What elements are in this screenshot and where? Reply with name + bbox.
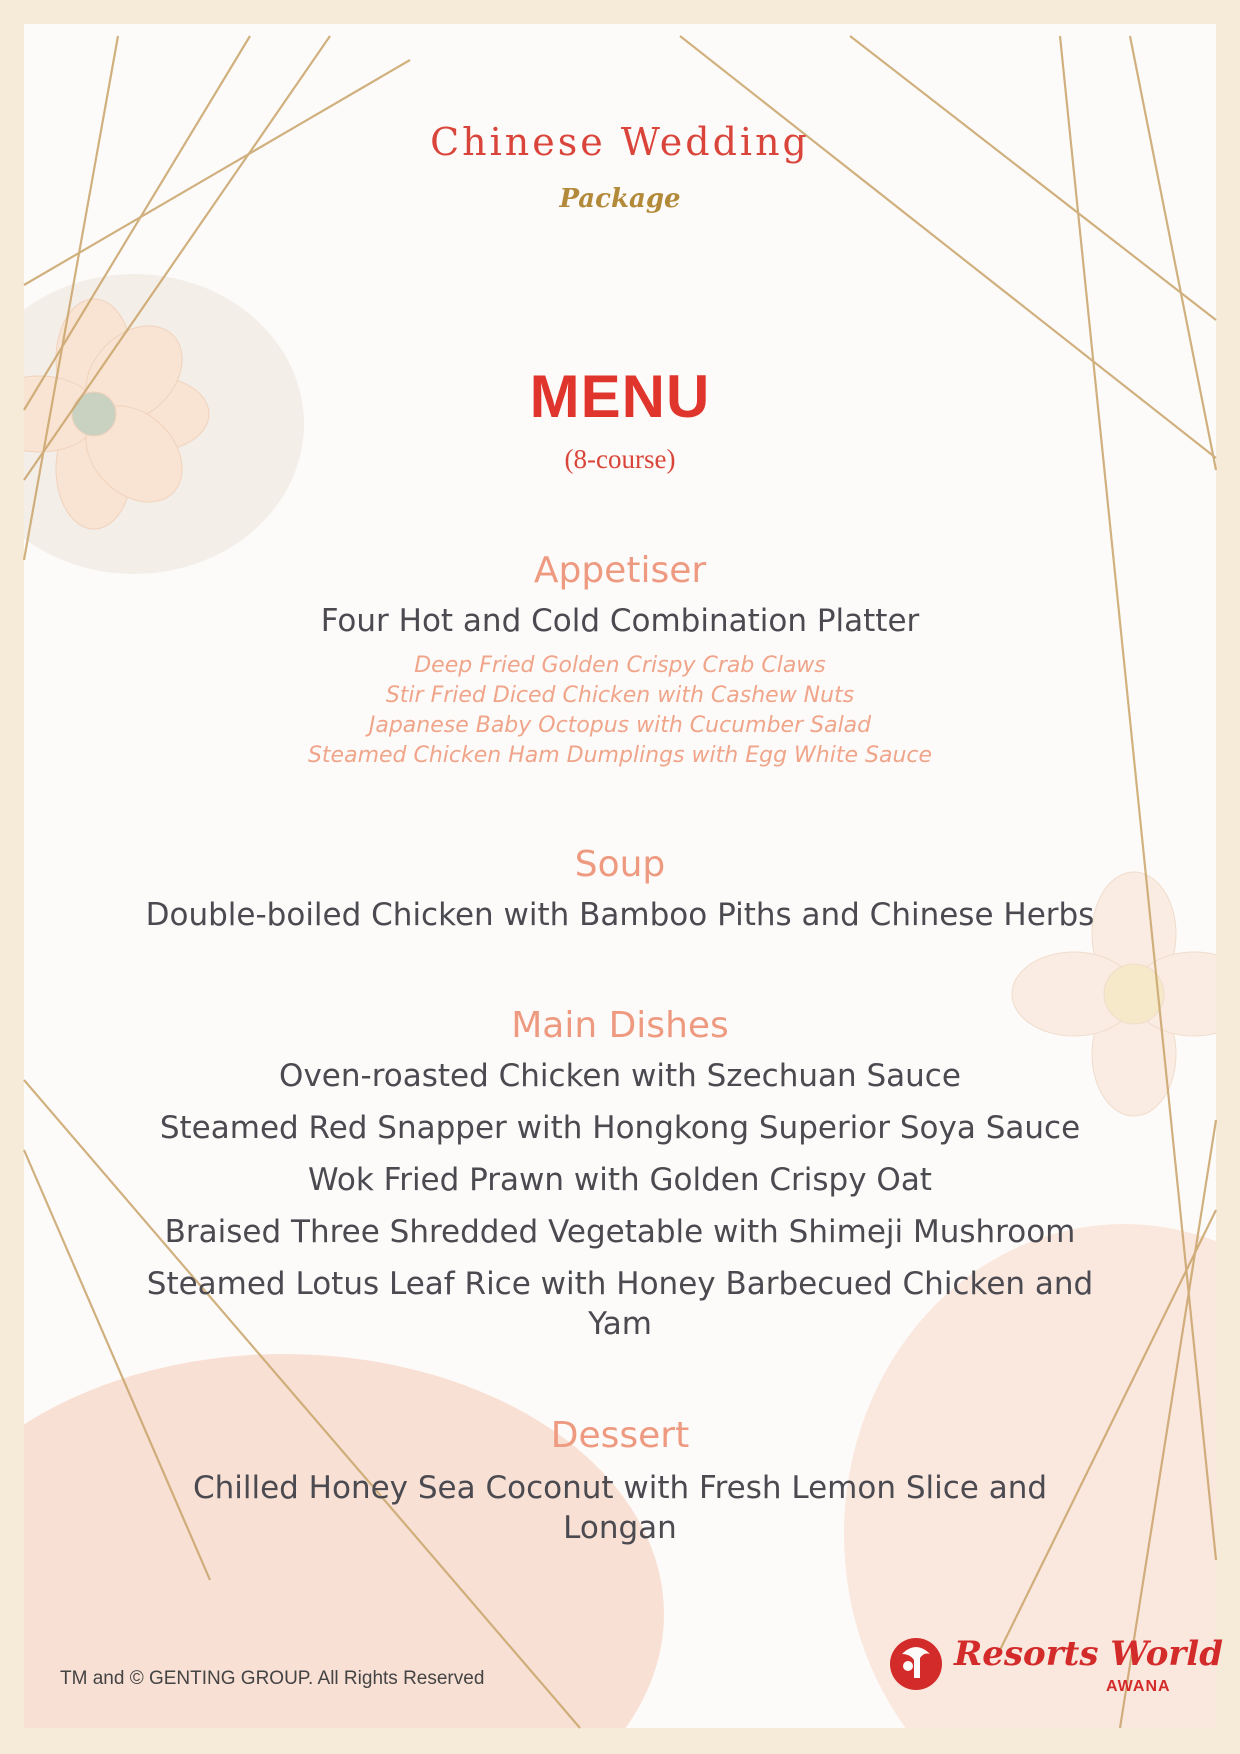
main-dishes-section [24,1005,1216,1344]
menu-content [24,24,1216,1728]
soup-section [24,844,1216,935]
logo-awana: AWANA [1106,1678,1171,1695]
menu-heading: MENU [529,363,711,430]
dessert-heading: Dessert [550,1415,690,1456]
package-title: Chinese Wedding [430,120,810,164]
package-subtitle: Package [559,184,681,214]
main-dish: Steamed Lotus Leaf Rice with Honey Barbecued Chicken and Yam [146,1266,1094,1342]
main-dishes-heading: Main Dishes [511,1005,729,1046]
appetiser-item: Deep Fried Golden Crispy Crab Claws [414,653,826,678]
appetiser-items [24,651,1216,771]
appetiser-item: Steamed Chicken Ham Dumplings with Egg White Sauce [307,743,933,768]
main-dish: Steamed Red Snapper with Hongkong Superior Soya Sauce [159,1110,1081,1146]
appetiser-heading: Appetiser [533,550,707,591]
resorts-world-emblem-icon [884,1630,948,1694]
main-dish: Braised Three Shredded Vegetable with Shimeji Mushroom [164,1214,1076,1250]
appetiser-item: Stir Fried Diced Chicken with Cashew Nuts [385,683,855,708]
soup-dish: Double-boiled Chicken with Bamboo Piths and Chinese Herbs [145,897,1095,933]
appetiser-item: Japanese Baby Octopus with Cucumber Salad [368,713,872,738]
course-count: (8-course) [564,444,676,474]
appetiser-dish: Four Hot and Cold Combination Platter [320,603,920,639]
copyright-text: TM and © GENTING GROUP. All Rights Reserved [60,1668,485,1689]
main-dish: Oven-roasted Chicken with Szechuan Sauce [279,1058,961,1094]
appetiser-section [24,550,1216,771]
soup-heading: Soup [574,844,666,885]
dessert-dish: Chilled Honey Sea Coconut with Fresh Lemon Slice and Longan [192,1470,1048,1546]
main-dish: Wok Fried Prawn with Golden Crispy Oat [308,1162,932,1198]
dessert-section [24,1415,1216,1548]
resorts-world-logo [884,1630,1223,1710]
logo-wordmark: Resorts World [954,1634,1223,1674]
